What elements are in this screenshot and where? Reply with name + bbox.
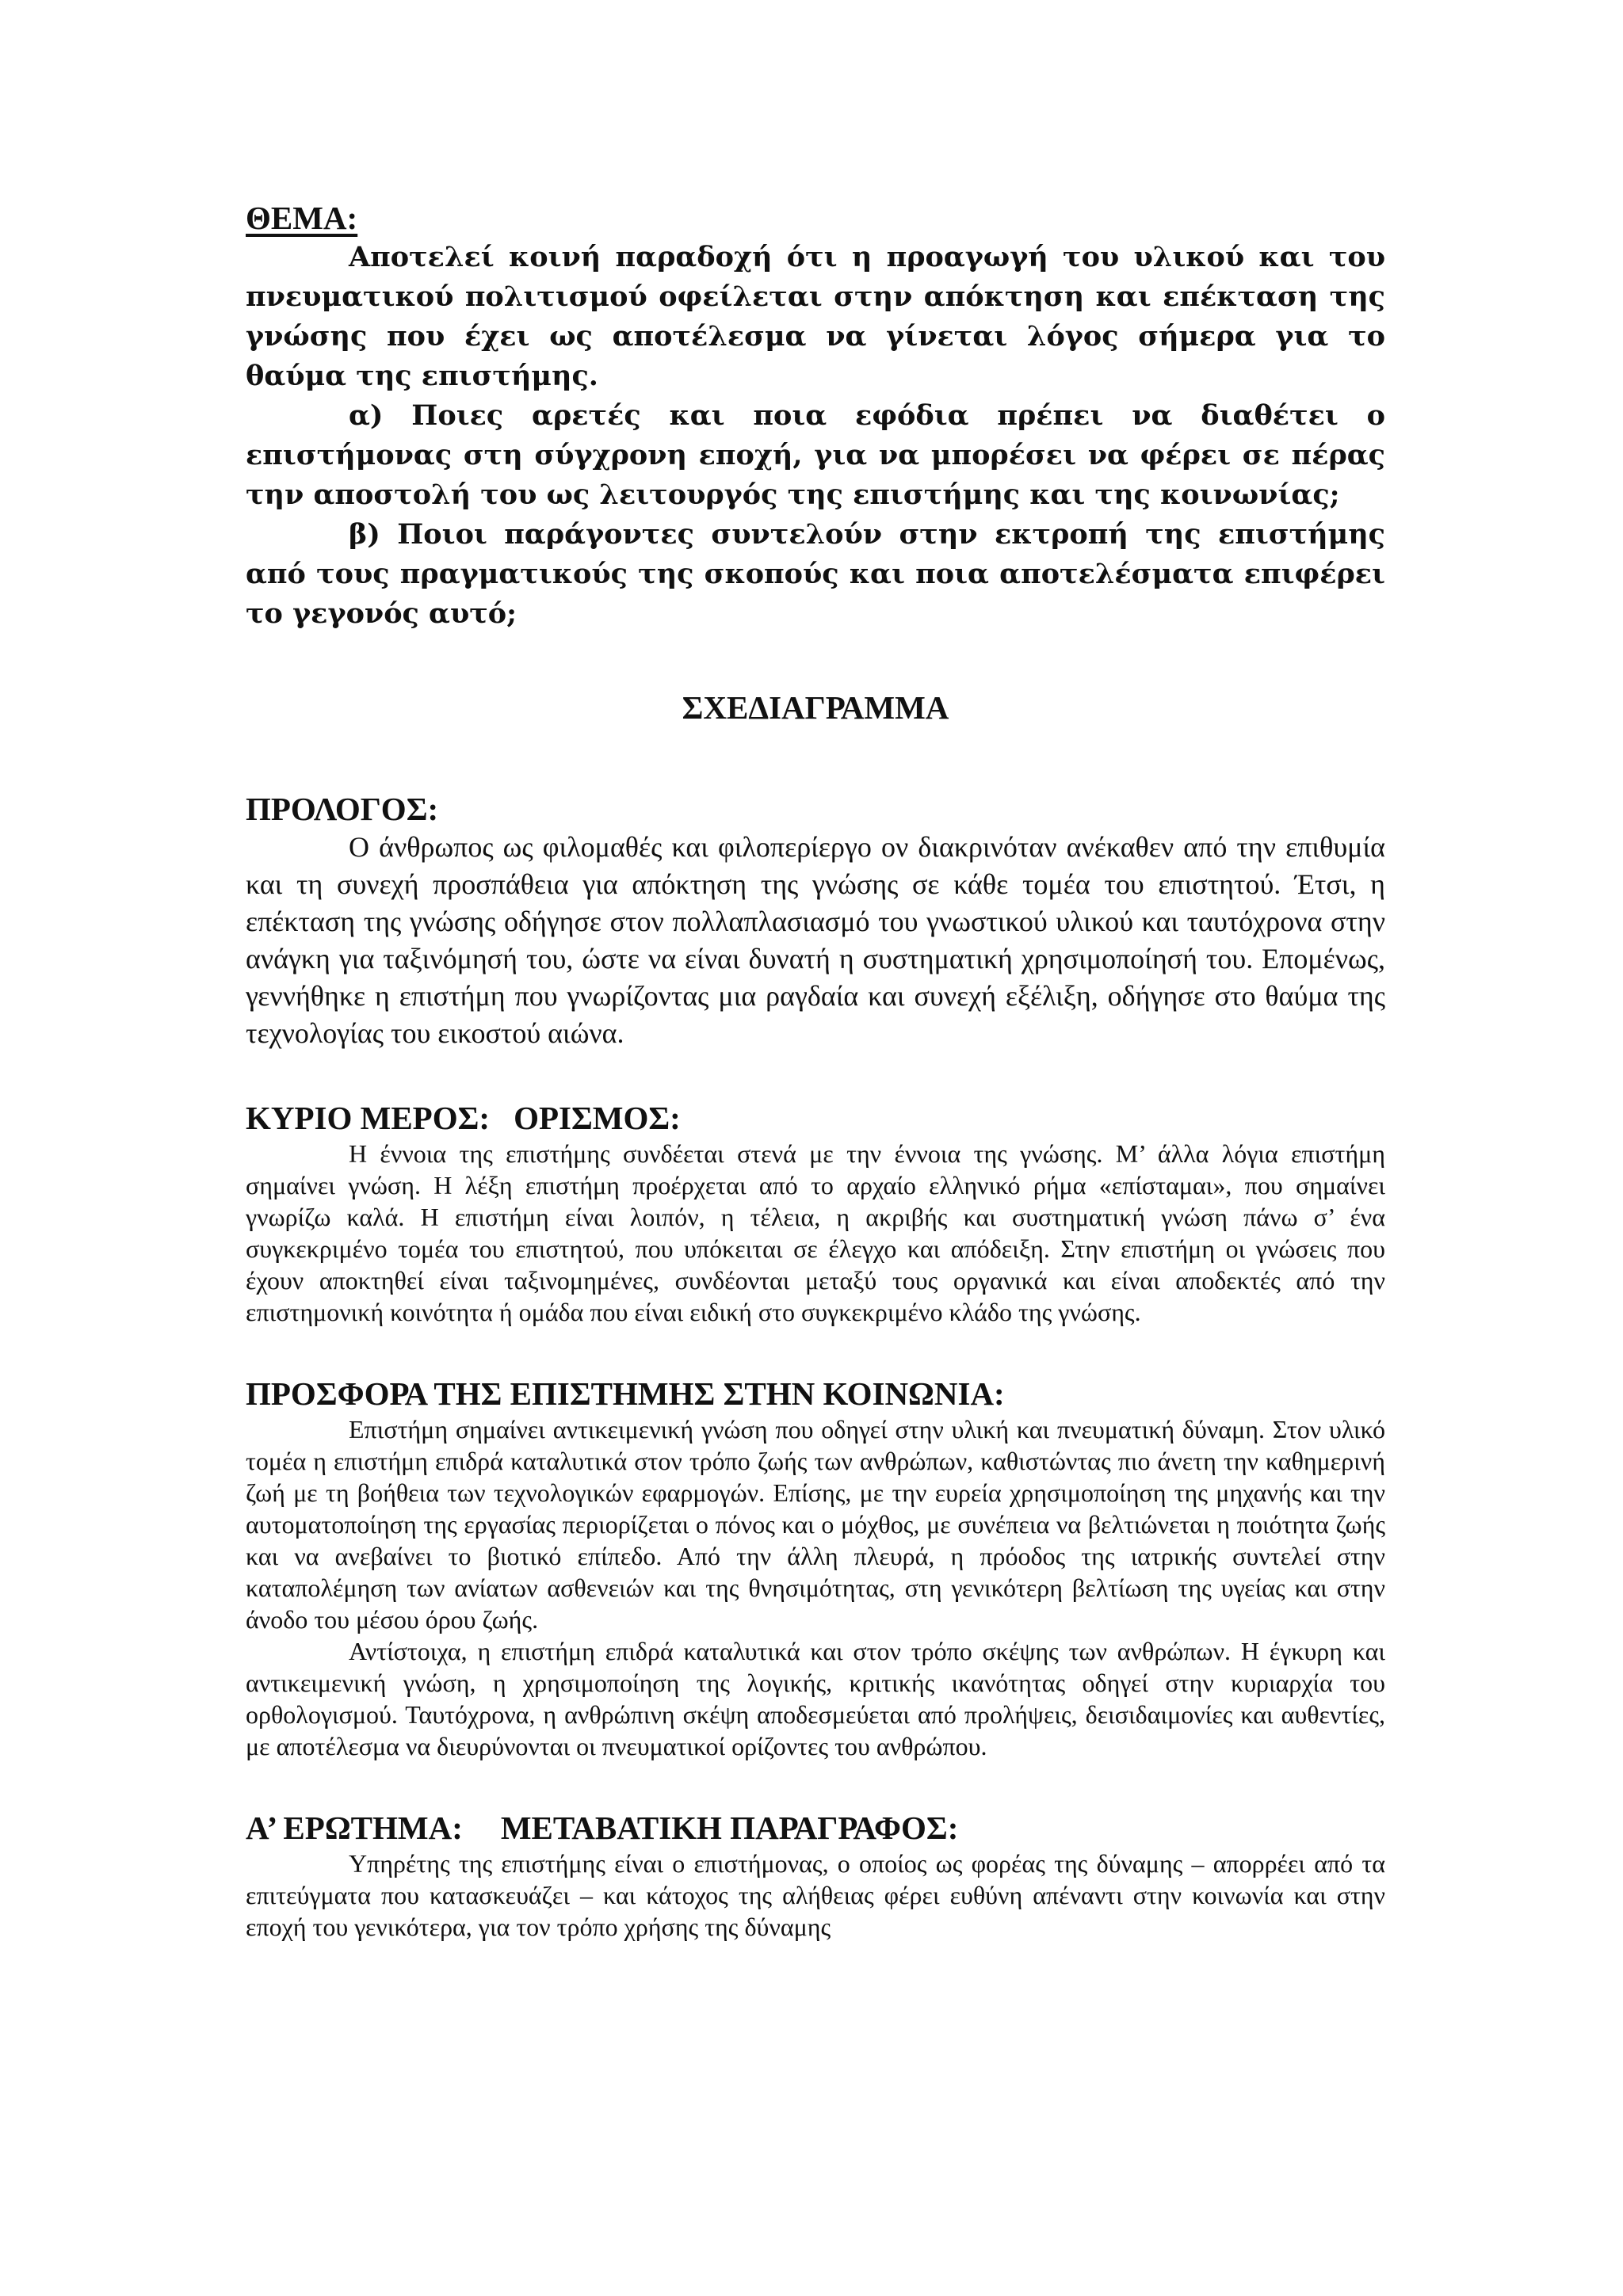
prologue-text: Ο άνθρωπος ως φιλομαθές και φιλοπερίεργο ον διακρινόταν ανέκαθεν από την επιθυμία και τη συνεχή προσπάθεια για απόκτηση της γνώσης σε κάθε τομέα του επιστητού. Έτσι, η επέκταση της γνώσης οδήγησε στον πολλαπλασιασμό του γνωστικού υλικού και ταυτόχρονα στην ανάγκη για ταξινόμησή του, ώστε να είναι δυνατή η συστηματική χρησιμοποίησή του. Επομένως, γεννήθηκε η επιστήμη που γνωρίζοντας μια ραγδαία και συνεχή εξέλιξη, οδήγησε στο θαύμα της τεχνολογίας του εικοστού αιώνα. [246,831,1385,1049]
contribution-text-2: Αντίστοιχα, η επιστήμη επιδρά καταλυτικά και στον τρόπο σκέψης των ανθρώπων. Η έγκυρη και αντικειμενική γνώση, η χρησιμοποίηση της λογικής, κριτικής ικανότητας οδηγεί στην κυριαρχία του ορθολογισμού. Ταυτόχρονα, η ανθρώπινη σκέψη αποδεσμεύεται από προλήψεις, δεισιδαιμονίες και αυθεντίες, με αποτέλεσμα να διευρύνονται οι πνευματικοί ορίζοντες του ανθρώπου. [246,1637,1385,1760]
question-a-heading [246,1808,1385,1848]
thema-question-a: α) Ποιες αρετές και ποια εφόδια πρέπει να διαθέτει ο επιστήμονας στη σύγχρονη εποχή, για να μπορέσει να φέρει σε πέρας την αποστολή του ως λειτουργός της επιστήμης και της κοινωνίας; [246,399,1385,511]
thema-question-b: β) Ποιοι παράγοντες συντελούν στην εκτροπή της επιστήμης από τους πραγματικούς της σκοπούς και ποια αποτελέσματα επιφέρει το γεγονός αυτό; [246,518,1385,630]
question-a-section [246,1808,1385,1943]
transition-heading-label: ΜΕΤΑΒΑΤΙΚΗ ΠΑΡΑΓΡΑΦΟΣ: [500,1810,959,1846]
thema-heading: ΘΕΜΑ: [246,200,358,236]
main-heading [246,1098,1385,1138]
main-heading-label: ΚΥΡΙΟ ΜΕΡΟΣ: [246,1100,491,1136]
transition-text: Υπηρέτης της επιστήμης είναι ο επιστήμονας, ο οποίος ως φορέας της δύναμης – απορρέει από τα επιτεύγματα που κατασκευάζει – και κάτοχος της αλήθειας φέρει ευθύνη απέναντι στην κοινωνία και στην εποχή του γενικότερα, για τον τρόπο χρήσης της δύναμης [246,1849,1385,1941]
thema-section [246,198,1385,634]
thema-intro: Αποτελεί κοινή παραδοχή ότι η προαγωγή του υλικού και του πνευματικού πολιτισμού οφείλεται στην απόκτηση και επέκταση της γνώσης που έχει ως αποτέλεσμα να γίνεται λόγος σήμερα για το θαύμα της επιστήμης. [246,241,1385,392]
contribution-section [246,1374,1385,1762]
prologue-section [246,789,1385,1052]
contribution-text-1: Επιστήμη σημαίνει αντικειμενική γνώση που οδηγεί στην υλική και πνευματική δύναμη. Στον υλικό τομέα η επιστήμη επιδρά καταλυτικά στον τρόπο ζωής των ανθρώπων, καθιστώντας πιο άνετη την καθημερινή ζωή με τη βοήθεια των τεχνολογικών εφαρμογών. Επίσης, με την ευρεία χρησιμοποίηση της μηχανής και την αυτοματοποίηση της εργασίας περιορίζεται ο πόνος και ο μόχθος, με συνέπεια να βελτιώνεται η ποιότητα ζωής και να ανεβαίνει το βιοτικό επίπεδο. Από την άλλη πλευρά, η πρόοδος της ιατρικής συντελεί στην καταπολέμηση των ανίατων ασθενειών και της θνησιμότητας, στη γενικότερη βελτίωση της υγείας και στην άνοδο του μέσου όρου ζωής. [246,1415,1385,1634]
question-a-heading-label: Α’ ΕΡΩΤΗΜΑ: [246,1810,463,1846]
definition-heading-label: ΟΡΙΣΜΟΣ: [514,1100,681,1136]
definition-text: Η έννοια της επιστήμης συνδέεται στενά με την έννοια της γνώσης. Μ’ άλλα λόγια επιστήμη σημαίνει γνώση. Η λέξη επιστήμη προέρχεται από το αρχαίο ελληνικό ρήμα «επίσταμαι», που σημαίνει γνωρίζω καλά. Η επιστήμη είναι λοιπόν, η τέλεια, η ακριβής και συστηματική γνώση πάνω σ’ ένα συγκεκριμένο τομέα του επιστητού, που υπόκειται σε έλεγχο και απόδειξη. Στην επιστήμη οι γνώσεις που έχουν αποκτηθεί είναι ταξινομημένες, συνδέονται μεταξύ τους οργανικά και είναι αποδεκτές από την επιστημονική κοινότητα ή ομάδα που είναι ειδική στο συγκεκριμένο κλάδο της γνώσης. [246,1139,1385,1326]
prologue-heading: ΠΡΟΛΟΓΟΣ: [246,791,439,827]
plan-title: ΣΧΕΔΙΑΓΡΑΜΜΑ [682,689,949,726]
main-section [246,1098,1385,1328]
contribution-heading: ΠΡΟΣΦΟΡΑ ΤΗΣ ΕΠΙΣΤΗΜΗΣ ΣΤΗΝ ΚΟΙΝΩΝΙΑ: [246,1375,1005,1412]
